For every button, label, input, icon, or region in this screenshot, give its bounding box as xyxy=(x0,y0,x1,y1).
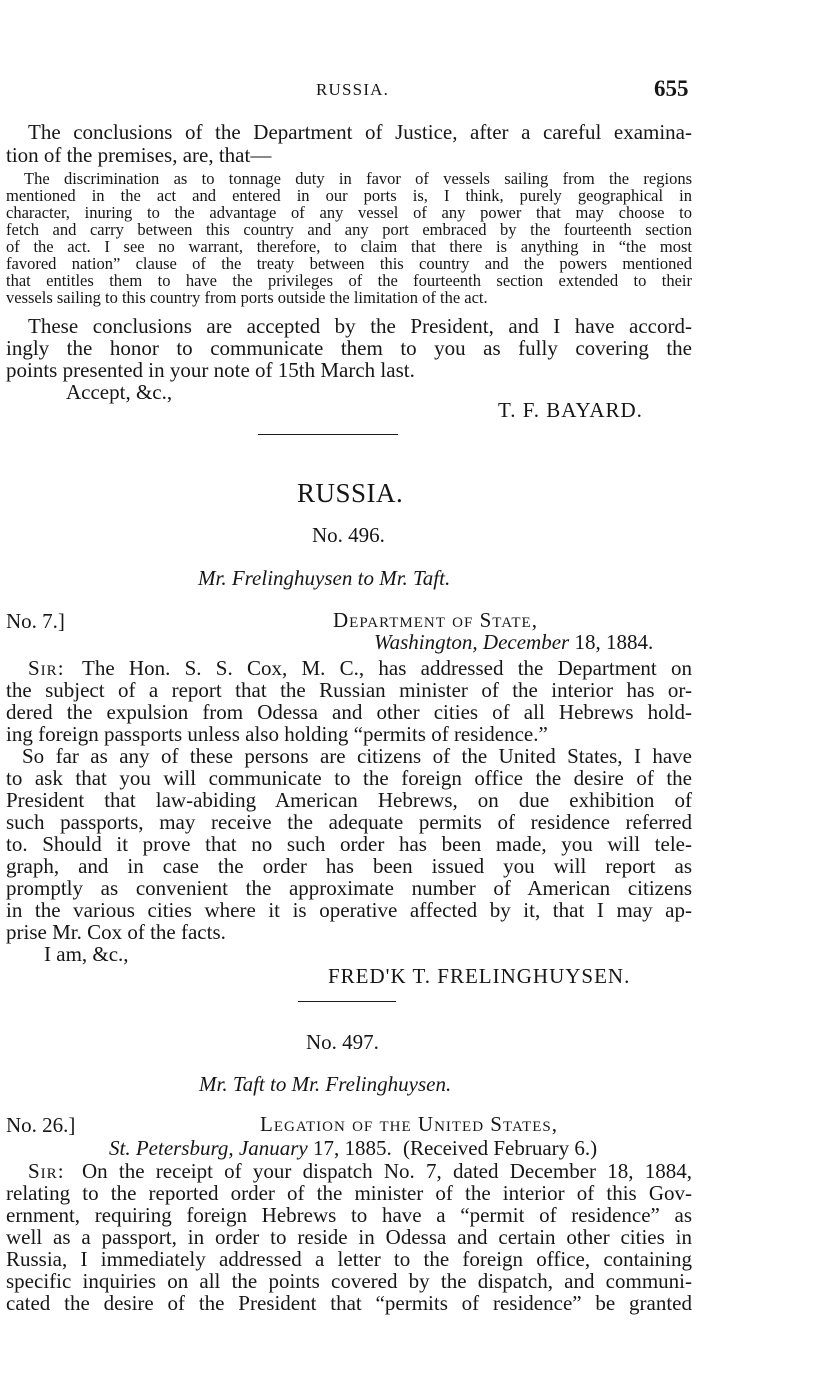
intro-line: tion of the premises, are, that— xyxy=(6,143,272,167)
letter-line: graph, and in case the order has been issued you will report as xyxy=(6,854,692,878)
section-divider xyxy=(298,1001,396,1002)
dateline-place: Washington, xyxy=(374,630,478,654)
section-divider xyxy=(258,434,398,435)
page-number: 655 xyxy=(654,76,689,101)
quote-line: vessels sailing to this country from ports outside the limitation of the act. xyxy=(6,288,488,307)
letter-line: such passports, may receive the adequate permits of residence referred xyxy=(6,810,692,834)
letter-line: dered the expulsion from Odessa and other cities of all Hebrews hold- xyxy=(6,700,692,724)
dateline xyxy=(374,630,653,655)
document-parties: Mr. Frelinghuysen to Mr. Taft. xyxy=(198,566,451,590)
office-name: Legation of the United States, xyxy=(260,1112,559,1136)
quote-line: favored nation” clause of the treaty between this country and the powers mentioned xyxy=(6,254,692,273)
closing: Accept, &c., xyxy=(66,380,173,404)
letter-line: The Hon. S. S. Cox, M. C., has addressed the Department on xyxy=(82,656,692,680)
dateline-date: 17, 1885. xyxy=(312,1136,392,1160)
letter-line: ing foreign passports unless also holding “permits of residence.” xyxy=(6,722,548,746)
received-date: (Received February 6.) xyxy=(402,1136,598,1160)
letter-line: So far as any of these persons are citizens of the United States, I have xyxy=(22,744,692,768)
salutation: Sir: xyxy=(28,656,65,680)
letter-line: the subject of a report that the Russian minister of the interior has or- xyxy=(6,678,692,702)
dateline-date: 18, 1884. xyxy=(574,630,654,654)
quote-line: that entitles them to have the privileges of the fourteenth section extended to their xyxy=(6,271,692,290)
letter-line: prise Mr. Cox of the facts. xyxy=(6,920,226,944)
conclusion-line: points presented in your note of 15th March last. xyxy=(6,358,415,382)
letter-line: well as a passport, in order to reside in Odessa and certain other cities in xyxy=(6,1225,692,1249)
signature: T. F. BAYARD. xyxy=(498,398,643,422)
document-number: No. 497. xyxy=(306,1030,379,1054)
quote-line: of the act. I see no warrant, therefore, to claim that there is anything in “the most xyxy=(6,237,692,256)
letter-line: President that law-abiding American Hebrews, on due exhibition of xyxy=(6,788,692,812)
document-number: No. 496. xyxy=(312,523,385,547)
letter-line: Russia, I immediately addressed a letter to the foreign office, containing xyxy=(6,1247,692,1271)
salutation-word: Sir xyxy=(28,1159,58,1183)
running-title: RUSSIA. xyxy=(316,80,390,99)
section-heading: RUSSIA. xyxy=(297,478,404,508)
letter-line: to. Should it prove that no such order has been made, you will tele- xyxy=(6,832,692,856)
quote-line: character, inuring to the advantage of any vessel of any power that may choose to xyxy=(6,203,692,222)
signature: FRED'K T. FRELINGHUYSEN. xyxy=(328,964,631,988)
letter-line: promptly as convenient the approximate number of American citizens xyxy=(6,876,692,900)
dateline-month: January xyxy=(238,1136,308,1160)
office-name: Department of State, xyxy=(333,608,538,632)
quote-line: The discrimination as to tonnage duty in favor of vessels sailing from the regions xyxy=(24,169,692,188)
letter-line: ernment, requiring foreign Hebrews to have a “permit of residence” as xyxy=(6,1203,692,1227)
salutation-word: Sir xyxy=(28,656,58,680)
letter-line: specific inquiries on all the points covered by the dispatch, and communi- xyxy=(6,1269,692,1293)
reference-number: No. 7.] xyxy=(6,609,65,633)
reference-number: No. 26.] xyxy=(6,1113,76,1137)
document-parties: Mr. Taft to Mr. Frelinghuysen. xyxy=(199,1072,452,1096)
letter-line: to ask that you will communicate to the foreign office the desire of the xyxy=(6,766,692,790)
closing: I am, &c., xyxy=(44,942,129,966)
salutation: Sir: xyxy=(28,1159,65,1183)
letter-line: in the various cities where it is operative affected by it, that I may ap- xyxy=(6,898,692,922)
dateline-place: St. Petersburg, xyxy=(109,1136,234,1160)
quote-line: mentioned in the act and entered in our ports is, I think, purely geographical in xyxy=(6,186,692,205)
dateline xyxy=(109,1136,597,1161)
conclusion-line: ingly the honor to communicate them to you as fully covering the xyxy=(6,336,692,360)
quote-line: fetch and carry between this country and any port embraced by the fourteenth section xyxy=(6,220,692,239)
letter-line: cated the desire of the President that “permits of residence” be granted xyxy=(6,1291,692,1315)
intro-line: The conclusions of the Department of Justice, after a careful examina- xyxy=(28,120,692,144)
letter-line: On the receipt of your dispatch No. 7, dated December 18, 1884, xyxy=(82,1159,692,1183)
dateline-month: December xyxy=(482,630,570,654)
conclusion-line: These conclusions are accepted by the President, and I have accord- xyxy=(28,314,692,338)
letter-line: relating to the reported order of the minister of the interior of this Gov- xyxy=(6,1181,692,1205)
